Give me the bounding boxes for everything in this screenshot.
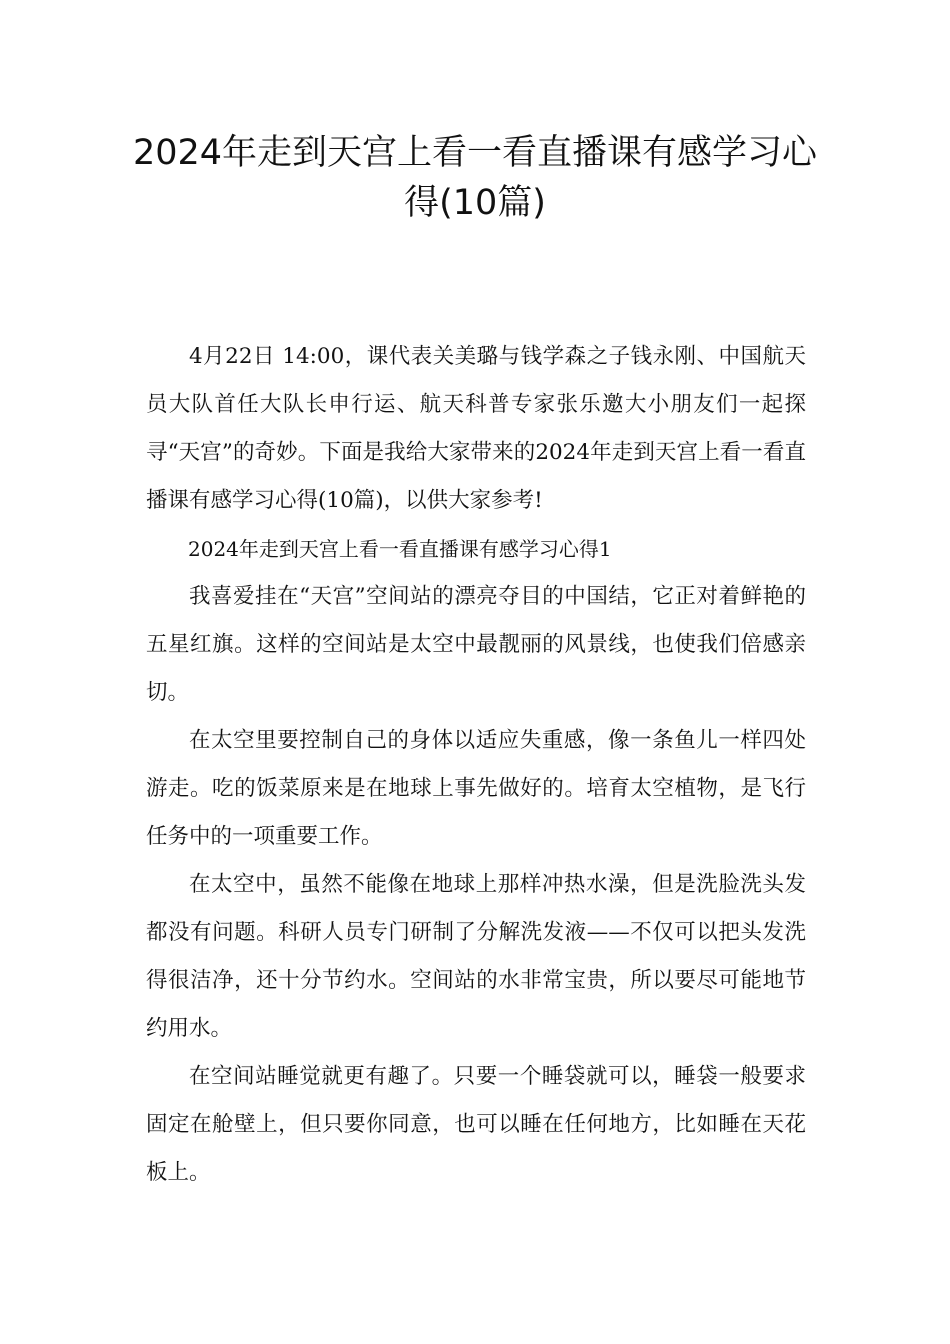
body-paragraph-2: 在太空里要控制自己的身体以适应失重感，像一条鱼儿一样四处游走。吃的饭菜原来是在地球上事先做好的。培育太空植物，是飞行任务中的一项重要工作。	[146, 728, 806, 849]
document-body	[146, 333, 806, 1197]
body-paragraph-4: 在空间站睡觉就更有趣了。只要一个睡袋就可以，睡袋一般要求固定在舱壁上，但只要你同意，也可以睡在任何地方，比如睡在天花板上。	[146, 1064, 806, 1185]
document-title: 2024年走到天宫上看一看直播课有感学习心得(10篇)	[132, 133, 818, 223]
body-paragraph-1: 我喜爱挂在“天宫”空间站的漂亮夺目的中国结，它正对着鲜艳的五星红旗。这样的空间站是太空中最靓丽的风景线，也使我们倍感亲切。	[146, 584, 806, 705]
section-heading: 2024年走到天宫上看一看直播课有感学习心得1	[188, 537, 612, 561]
intro-paragraph: 4月22日 14:00，课代表关美璐与钱学森之子钱永刚、中国航天员大队首任大队长申行运、航天科普专家张乐邀大小朋友们一起探寻“天宫”的奇妙。下面是我给大家带来的2024年走到天宫上看一看直播课有感学习心得(10篇)，以供大家参考!	[146, 344, 806, 513]
body-paragraph-3: 在太空中，虽然不能像在地球上那样冲热水澡，但是洗脸洗头发都没有问题。科研人员专门研制了分解洗发液——不仅可以把头发洗得很洁净，还十分节约水。空间站的水非常宝贵，所以要尽可能地节约用水。	[146, 872, 806, 1041]
